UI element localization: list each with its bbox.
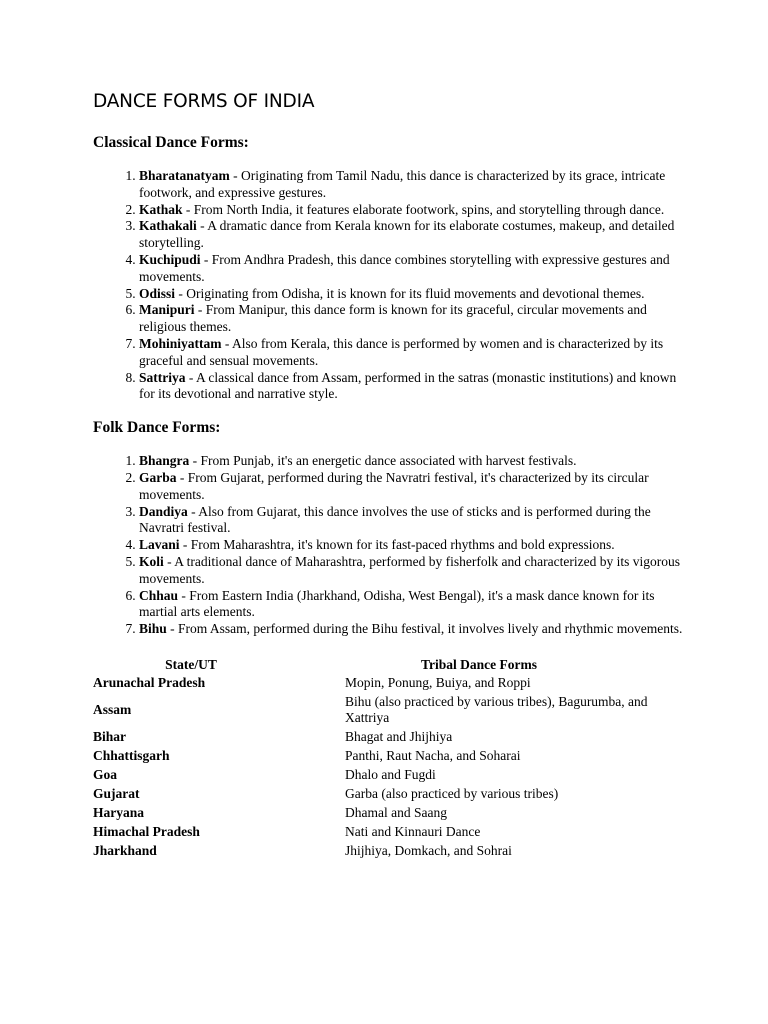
folk-dance-list: [93, 453, 683, 638]
dance-description: - Also from Kerala, this dance is performed by women and is characterized by its graceful and sensual movements.: [139, 335, 664, 368]
dance-description: - From Andhra Pradesh, this dance combines storytelling with expressive gestures and movements.: [139, 251, 670, 284]
dance-name: Kuchipudi: [139, 251, 201, 267]
dance-name: Mohiniyattam: [139, 335, 222, 351]
table-row: [93, 728, 653, 747]
forms-cell: Nati and Kinnauri Dance: [345, 823, 481, 839]
dance-name: Lavani: [139, 537, 180, 553]
state-cell: Chhattisgarh: [93, 747, 170, 763]
dance-name: Bhangra: [139, 453, 190, 469]
list-item: [139, 588, 683, 622]
column-header-forms: Tribal Dance Forms: [421, 656, 537, 672]
list-item: [139, 453, 683, 470]
list-item: [139, 218, 683, 252]
table-row: [93, 674, 653, 693]
table-row: [93, 785, 653, 804]
dance-description: - From Eastern India (Jharkhand, Odisha, West Bengal), it's a mask dance known for its martial arts elements.: [139, 587, 655, 620]
document-page: [93, 91, 683, 861]
list-item: [139, 554, 683, 588]
state-cell: Gujarat: [93, 785, 140, 801]
dance-description: - From Maharashtra, it's known for its fast-paced rhythms and bold expressions.: [179, 537, 615, 553]
dance-description: - From Punjab, it's an energetic dance associated with harvest festivals.: [189, 453, 577, 469]
table-row: [93, 766, 653, 785]
state-cell: Goa: [93, 766, 118, 782]
dance-name: Kathakali: [139, 218, 197, 234]
dance-name: Koli: [139, 553, 164, 569]
list-item: [139, 302, 683, 336]
list-item: [139, 286, 683, 303]
dance-name: Manipuri: [139, 302, 195, 318]
list-item: [139, 537, 683, 554]
dance-description: - A dramatic dance from Kerala known for its elaborate costumes, makeup, and detailed storytelling.: [139, 218, 675, 251]
list-item: [139, 336, 683, 370]
dance-description: - From Assam, performed during the Bihu festival, it involves lively and rhythmic movements.: [166, 621, 683, 637]
column-header-state: State/UT: [165, 656, 217, 672]
list-item: [139, 168, 683, 202]
dance-description: - Also from Gujarat, this dance involves the use of sticks and is performed during the Navratri festival.: [139, 503, 651, 536]
forms-cell: Bihu (also practiced by various tribes), Bagurumba, and Xattriya: [345, 693, 648, 725]
dance-description: - A traditional dance of Maharashtra, performed by fisherfolk and characterized by its vigorous movements.: [139, 553, 680, 586]
state-cell: Himachal Pradesh: [93, 823, 200, 839]
dance-name: Kathak: [139, 201, 183, 217]
table-row: [93, 804, 653, 823]
state-cell: Bihar: [93, 728, 127, 744]
list-item: [139, 504, 683, 538]
state-cell: Haryana: [93, 804, 145, 820]
classical-dance-list: [93, 168, 683, 403]
table-row: [93, 693, 653, 728]
dance-description: - From Gujarat, performed during the Navratri festival, it's characterized by its circular movements.: [139, 469, 649, 502]
dance-description: - A classical dance from Assam, performed in the satras (monastic institutions) and known for its devotional and narrative style.: [139, 369, 677, 402]
list-item: [139, 370, 683, 404]
forms-cell: Jhijhiya, Domkach, and Sohrai: [345, 842, 512, 858]
dance-name: Odissi: [139, 285, 176, 301]
dance-name: Bharatanatyam: [139, 168, 230, 183]
list-item: [139, 470, 683, 504]
tribal-dance-table: [93, 656, 653, 861]
classical-heading: Classical Dance Forms:: [93, 134, 249, 151]
table-header-row: [93, 656, 653, 674]
forms-cell: Bhagat and Jhijhiya: [345, 728, 453, 744]
list-item: [139, 202, 683, 219]
state-cell: Arunachal Pradesh: [93, 674, 206, 690]
forms-cell: Mopin, Ponung, Buiya, and Roppi: [345, 674, 531, 690]
state-cell: Jharkhand: [93, 842, 157, 858]
state-cell: Assam: [93, 701, 132, 717]
dance-name: Chhau: [139, 587, 179, 603]
folk-heading: Folk Dance Forms:: [93, 419, 221, 437]
list-item: [139, 252, 683, 286]
dance-description: - From Manipur, this dance form is known for its graceful, circular movements and religious themes.: [139, 302, 647, 335]
dance-description: - Originating from Tamil Nadu, this dance is characterized by its grace, intricate footwork, and expressive gestures.: [139, 168, 666, 200]
forms-cell: Garba (also practiced by various tribes): [345, 785, 559, 801]
dance-name: Garba: [139, 469, 177, 485]
table-row: [93, 842, 653, 861]
forms-cell: Dhamal and Saang: [345, 804, 447, 820]
table-row: [93, 823, 653, 842]
forms-cell: Dhalo and Fugdi: [345, 766, 436, 782]
dance-name: Bihu: [139, 621, 167, 637]
dance-description: - From North India, it features elaborate footwork, spins, and storytelling through dance.: [182, 201, 665, 217]
dance-description: - Originating from Odisha, it is known for its fluid movements and devotional themes.: [175, 285, 645, 301]
document-title: DANCE FORMS OF INDIA: [93, 91, 315, 112]
table-row: [93, 747, 653, 766]
dance-name: Dandiya: [139, 503, 188, 519]
dance-name: Sattriya: [139, 369, 186, 385]
forms-cell: Panthi, Raut Nacha, and Soharai: [345, 747, 521, 763]
list-item: [139, 621, 683, 638]
